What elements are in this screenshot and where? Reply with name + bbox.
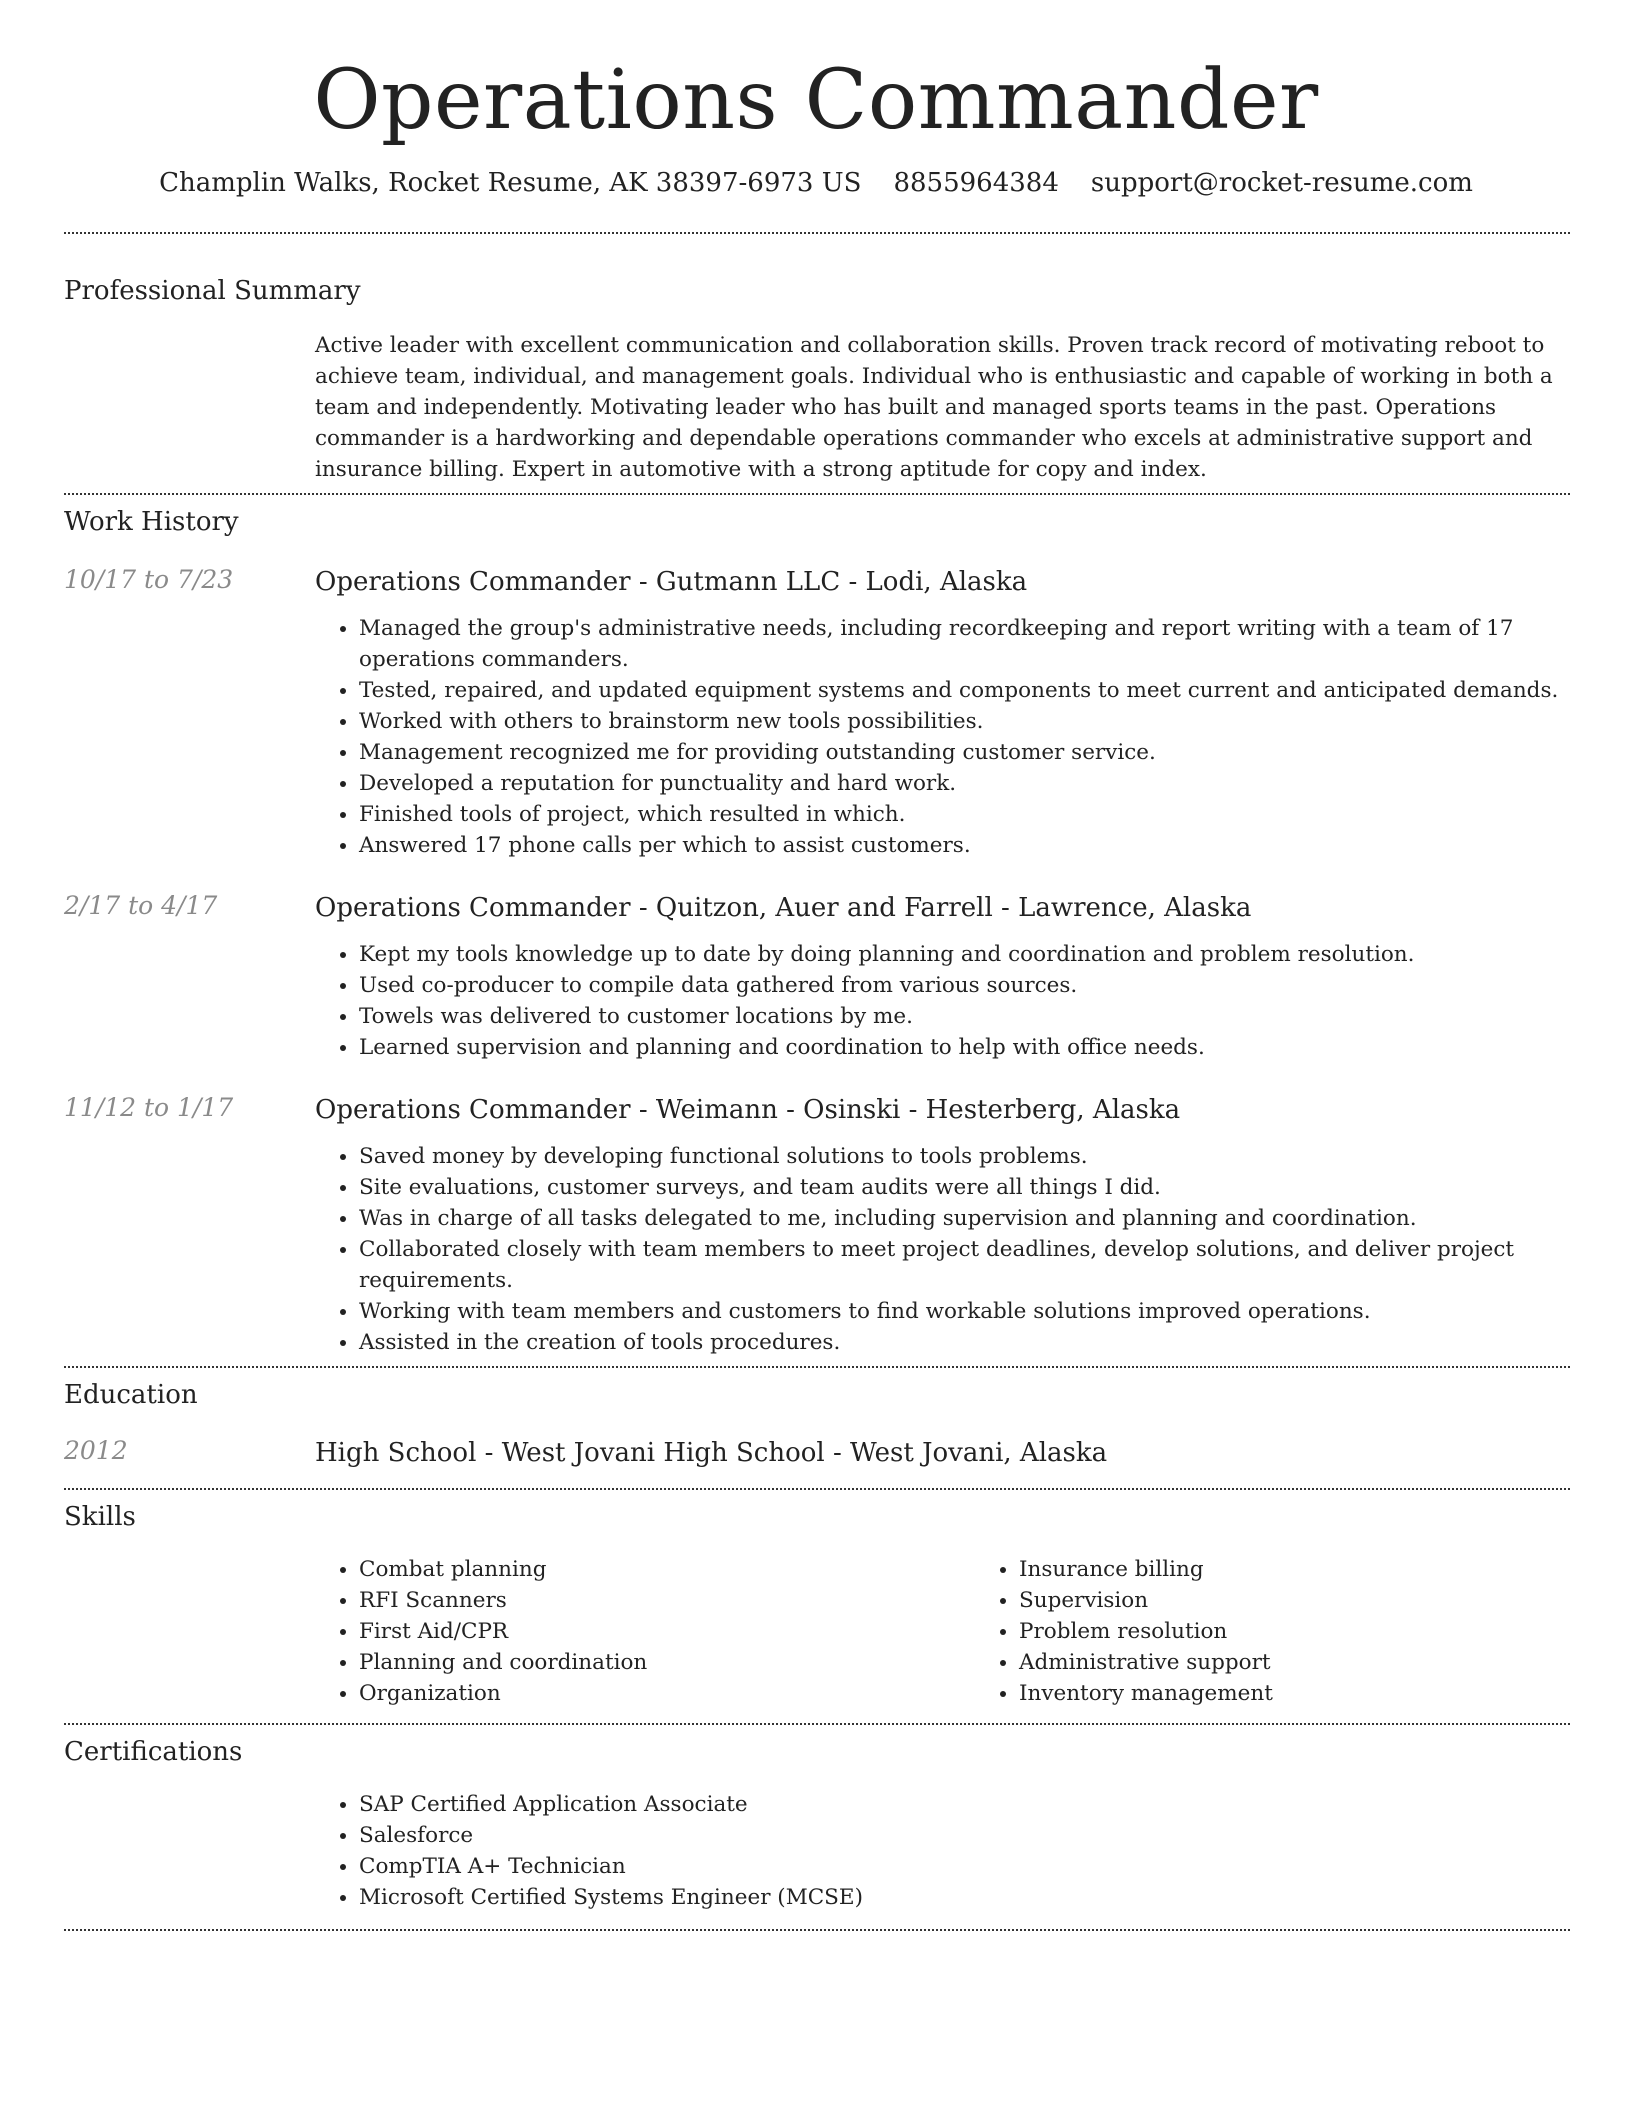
contact-email: support@rocket-resume.com: [1090, 168, 1473, 199]
summary-section: [0, 234, 1632, 485]
education-section: [0, 1368, 1632, 1470]
education-heading: Education: [64, 1380, 198, 1411]
job-bullet: • Was in charge of all tasks delegated to me, including supervision and planning and coordination.: [359, 1203, 1568, 1234]
job-bullet: • Working with team members and customers to find workable solutions improved operations.: [359, 1296, 1568, 1327]
skill-item: • Combat planning: [359, 1554, 975, 1585]
education-entry: [64, 1436, 1568, 1470]
job-dates: 2/17 to 4/17: [64, 891, 218, 921]
skills-list-right: [975, 1554, 1632, 1709]
work-history-section: [0, 495, 1632, 1358]
certification-item: • Microsoft Certified Systems Engineer (MCSE): [359, 1882, 1568, 1913]
summary-heading: Professional Summary: [64, 276, 361, 307]
job-bullet: • Kept my tools knowledge up to date by doing planning and coordination and problem resolution.: [359, 939, 1568, 970]
candidate-name: Operations Commander: [313, 53, 1319, 148]
job-bullets: [315, 1141, 1568, 1358]
job-bullet: • Tested, repaired, and updated equipment systems and components to meet current and anticipated demands.: [359, 675, 1568, 706]
contact-phone: 8855964384: [893, 168, 1059, 199]
job-dates: 11/12 to 1/17: [64, 1093, 234, 1123]
education-date: 2012: [64, 1436, 128, 1466]
certifications-section: [0, 1725, 1632, 1913]
skills-list-left: [315, 1554, 975, 1709]
job-bullet: • Learned supervision and planning and coordination to help with office needs.: [359, 1032, 1568, 1063]
contact-line: [0, 168, 1632, 198]
job-title: Operations Commander - Gutmann LLC - Lodi, Alaska: [315, 567, 1028, 598]
job-bullet: • Collaborated closely with team members to meet project deadlines, develop solutions, and deliver project requirements.: [359, 1234, 1568, 1296]
job-bullet: • Worked with others to brainstorm new tools possibilities.: [359, 706, 1568, 737]
summary-text: Active leader with excellent communication and collaboration skills. Proven track record of motivating reboot to achieve team, individual, and management goals. Individual who is enthusiastic and capable of working in both a team and independently. Motivating leader who has built and managed sports teams in the past. Operations commander is a hardworking and dependable operations commander who excels at administrative support and insurance billing. Expert in automotive with a strong aptitude for copy and index.: [315, 333, 1553, 483]
job-bullets: [315, 613, 1568, 861]
job-bullet: • Assisted in the creation of tools procedures.: [359, 1327, 1568, 1358]
work-history-heading: Work History: [64, 507, 239, 538]
skill-item: • Inventory management: [1019, 1678, 1632, 1709]
skill-item: • Administrative support: [1019, 1647, 1632, 1678]
skill-item: • Supervision: [1019, 1585, 1632, 1616]
job-entry: [64, 565, 1568, 861]
job-bullet: • Developed a reputation for punctuality and hard work.: [359, 768, 1568, 799]
skill-item: • Insurance billing: [1019, 1554, 1632, 1585]
contact-address: Champlin Walks, Rocket Resume, AK 38397-6973 US: [159, 168, 862, 199]
job-bullet: • Used co-producer to compile data gathered from various sources.: [359, 970, 1568, 1001]
skills-section: [0, 1490, 1632, 1709]
certifications-heading: Certifications: [64, 1737, 243, 1768]
job-bullet: • Site evaluations, customer surveys, and team audits were all things I did.: [359, 1172, 1568, 1203]
skill-item: • Organization: [359, 1678, 975, 1709]
job-dates: 10/17 to 7/23: [64, 565, 234, 595]
certification-item: • SAP Certified Application Associate: [359, 1789, 1568, 1820]
skill-item: • Problem resolution: [1019, 1616, 1632, 1647]
job-bullet: • Managed the group's administrative needs, including recordkeeping and report writing with a team of 17 operations commanders.: [359, 613, 1568, 675]
certifications-list: [315, 1789, 1568, 1913]
skills-heading: Skills: [64, 1502, 136, 1533]
job-title: Operations Commander - Weimann - Osinski - Hesterberg, Alaska: [315, 1095, 1181, 1126]
certification-item: • Salesforce: [359, 1820, 1568, 1851]
job-bullet: • Saved money by developing functional solutions to tools problems.: [359, 1141, 1568, 1172]
job-bullet: • Finished tools of project, which resulted in which.: [359, 799, 1568, 830]
job-entry: [64, 1093, 1568, 1358]
job-title: Operations Commander - Quitzon, Auer and Farrell - Lawrence, Alaska: [315, 893, 1252, 924]
job-bullet: • Answered 17 phone calls per which to assist customers.: [359, 830, 1568, 861]
section-divider: [64, 1929, 1570, 1931]
certification-item: • CompTIA A+ Technician: [359, 1851, 1568, 1882]
job-entry: [64, 891, 1568, 1063]
job-bullets: [315, 939, 1568, 1063]
skill-item: • RFI Scanners: [359, 1585, 975, 1616]
skill-item: • Planning and coordination: [359, 1647, 975, 1678]
job-bullet: • Towels was delivered to customer locations by me.: [359, 1001, 1568, 1032]
job-bullet: • Management recognized me for providing outstanding customer service.: [359, 737, 1568, 768]
skill-item: • First Aid/CPR: [359, 1616, 975, 1647]
education-detail: High School - West Jovani High School - West Jovani, Alaska: [315, 1438, 1108, 1469]
